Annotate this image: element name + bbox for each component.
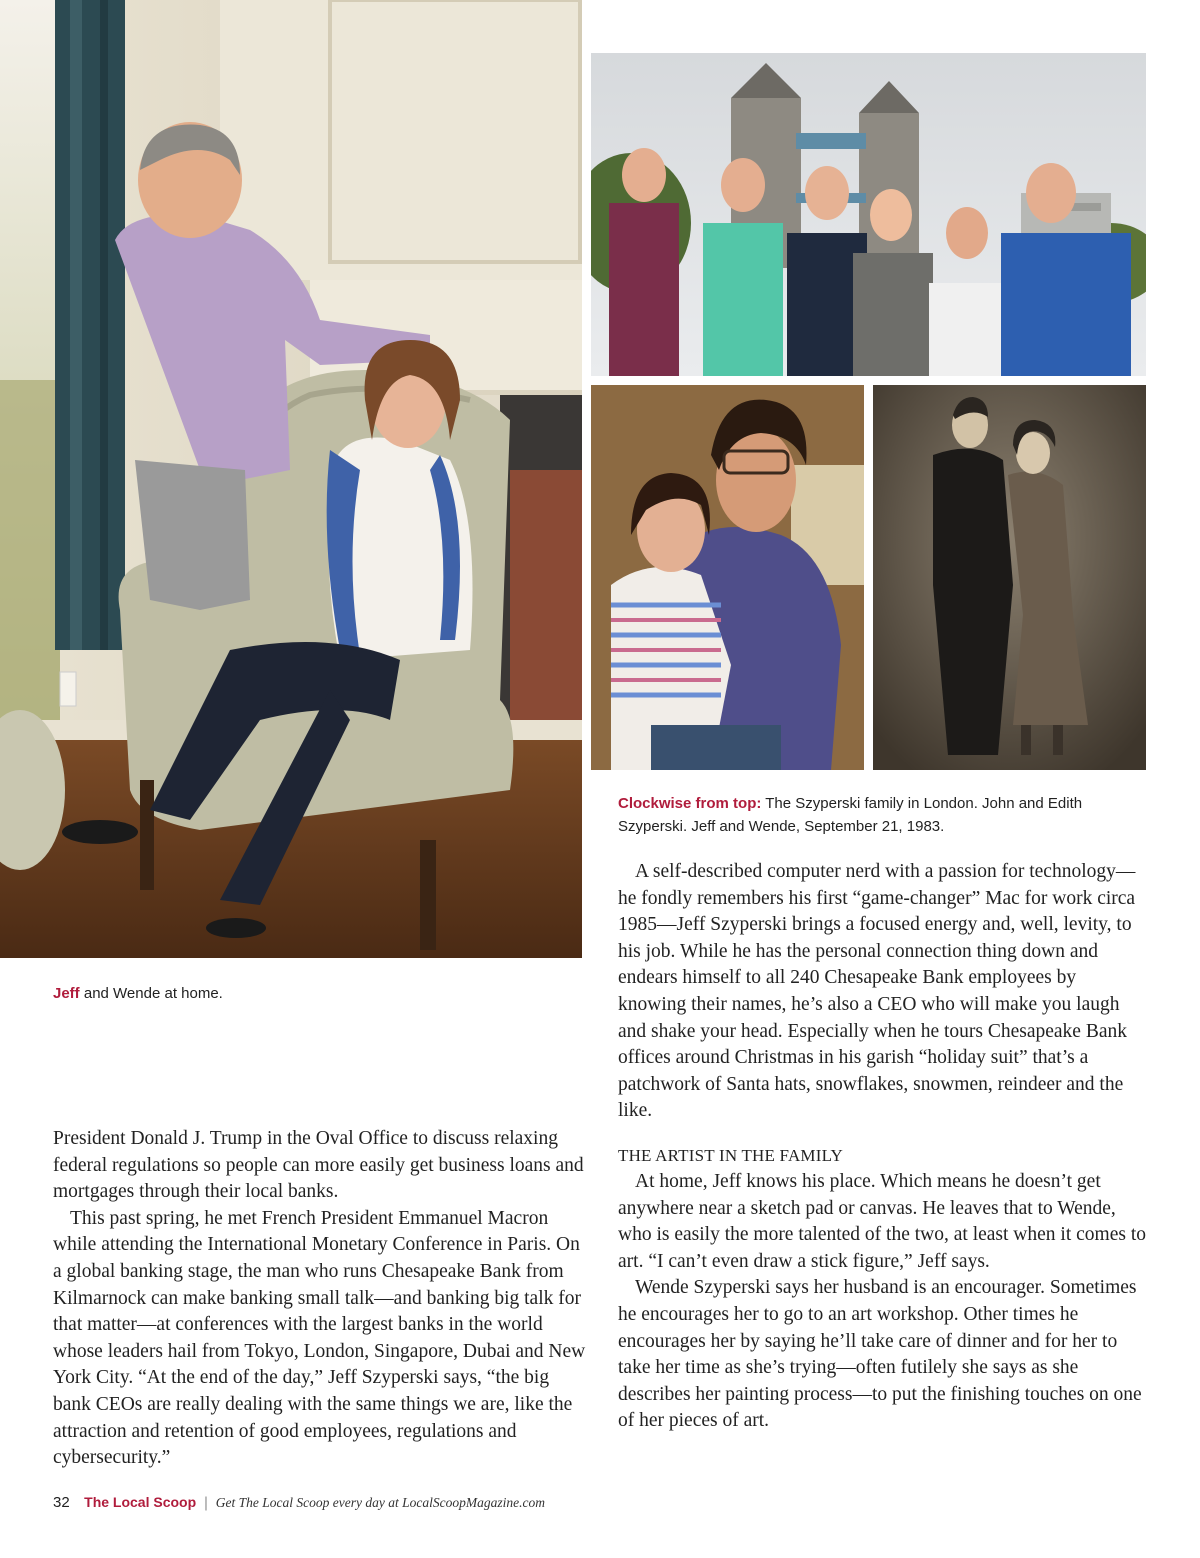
paragraph: This past spring, he met French President Emmanuel Macron while attending the International Monetary Conference in Paris. On a global banking stage, the man who runs Chesapeake Bank from Kilmarnock can make banking small talk—and banking big talk for that matter—at conferences with the largest banks in the world whose leaders hail from Tokyo, London, Singapore, Dubai and New York City. “At the end of the day,” Jeff Szyperski says, “the big bank CEOs are really dealing with the same things we are, like the attraction and retention of good employees, regulations and cybersecurity.”: [53, 1207, 586, 1469]
magazine-brand: The Local Scoop: [84, 1494, 197, 1510]
section-subhead: THE ARTIST IN THE FAMILY: [618, 1145, 843, 1165]
paragraph: A self-described computer nerd with a passion for technology—he fondly remembers his first “game-changer” Mac for work circa 1985—Jeff Szyperski brings a focused energy and, well, levity, to his job. While he has the personal connection thing down and endears himself to all 240 Chesapeake Bank employees by knowing their names, he’s also a CEO who will make you laugh and shake your head. Especially when he tours Chesapeake Bank offices around Christmas in his garish “holiday suit” that’s a patchwork of Santa hats, snowflakes, snowmen, reindeer and the like.: [618, 861, 1136, 1122]
photo-jeff-wende-home: [0, 0, 582, 958]
caption-text: The Szyperski family in London. John and Edith Szyperski. Jeff and Wende, September 21, 1983.: [618, 795, 1083, 835]
caption-lead: Clockwise from top:: [618, 795, 762, 812]
caption-text: and Wende at home.: [79, 985, 223, 1002]
paragraph: At home, Jeff knows his place. Which means he doesn’t get anywhere near a sketch pad or canvas. He leaves that to Wende, who is easily the more talented of the two, at least when it comes to art. “I can’t even draw a stick figure,” Jeff says.: [618, 1170, 1146, 1272]
photo-jeff-wende-1983: [591, 385, 864, 770]
article-column-right: [618, 859, 1148, 1435]
caption-home-photo: [53, 982, 553, 1005]
caption-lead: Jeff: [53, 985, 80, 1002]
photo-john-edith-vintage: [873, 385, 1146, 770]
footer-tagline: Get The Local Scoop every day at LocalScoopMagazine.com: [215, 1495, 545, 1510]
paragraph: Wende Szyperski says her husband is an encourager. Sometimes he encourages her to go to an art workshop. Other times he encourages her by saying he’ll take care of dinner and for her to take her time as she’s trying—often futilely she says as she describes her painting process—to put the finishing touches on one of her pieces of art.: [618, 1277, 1142, 1432]
footer-separator: |: [203, 1495, 209, 1511]
paragraph: President Donald J. Trump in the Oval Office to discuss relaxing federal regulations so people can more easily get business loans and mortgages through their local banks.: [53, 1128, 584, 1203]
caption-photo-group: [618, 792, 1138, 838]
page-number: 32: [53, 1494, 70, 1511]
article-column-left: [53, 1126, 588, 1472]
page-footer: [53, 1494, 653, 1516]
photo-family-london: [591, 53, 1146, 376]
